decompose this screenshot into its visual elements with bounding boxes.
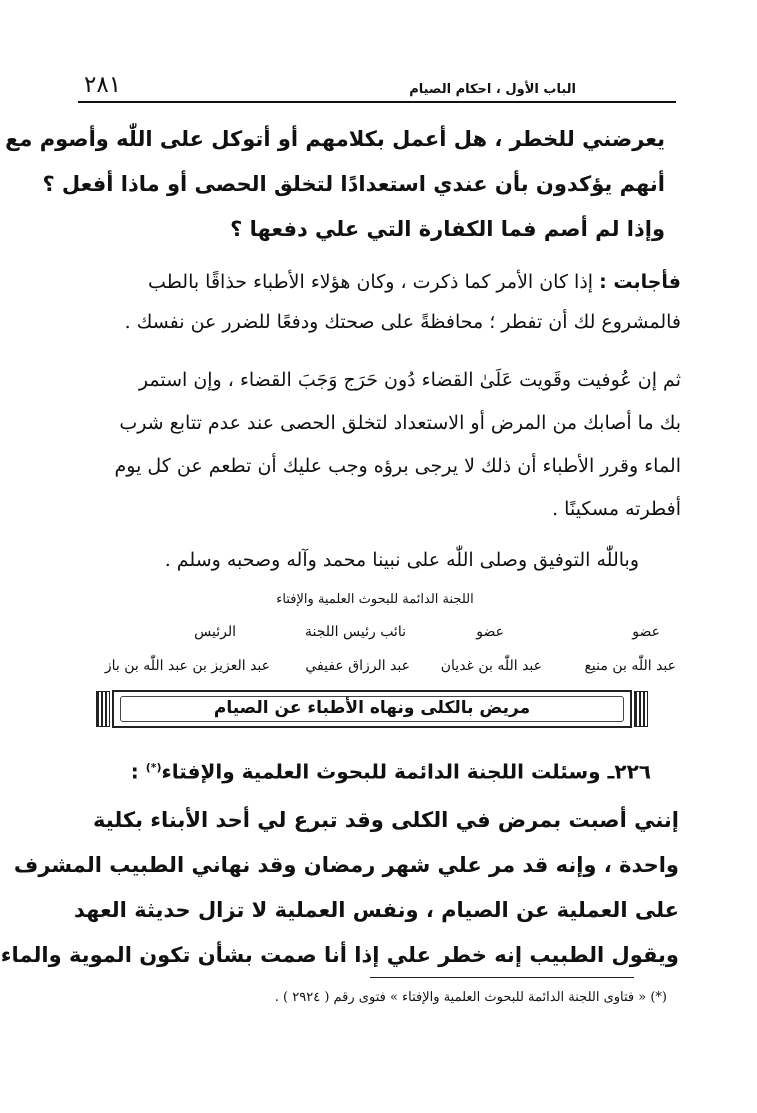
question-226-line: واحدة ، وإنه قد مر علي شهر رمضان وقد نهاني الطبيب المشرف: [13, 853, 679, 877]
question-226-line: على العملية عن الصيام ، ونفس العملية لا تزال حديثة العهد: [73, 898, 679, 922]
question-226-heading-text: ٢٢٦ـ وسئلت اللجنة الدائمة للبحوث العلمية والإفتاء: [161, 759, 651, 784]
role-member-2: عضو: [476, 624, 504, 640]
footnote-rule: [370, 977, 634, 978]
question-line: أنهم يؤكدون بأن عندي استعدادًا لتخلق الحصى أو ماذا أفعل ؟: [42, 172, 665, 196]
question-226-heading: [91, 750, 651, 786]
header-rule: [78, 101, 676, 103]
ruling-line: الماء وقرر الأطباء أن ذلك لا يرجى برؤه وجب عليك أن تطعم عن كل يوم: [114, 455, 681, 477]
heading-colon: :: [130, 759, 146, 784]
question-line: وإذا لم أصم فما الكفارة التي علي دفعها ؟: [230, 217, 665, 241]
ruling-line: أفطرته مسكينًا .: [552, 498, 681, 520]
question-226-heading-line: [91, 750, 651, 786]
answer-line: [71, 262, 681, 302]
ruling-line: بك ما أصابك من المرض أو الاستعداد لتخلق الحصى عند عدم تتابع شرب: [119, 412, 681, 434]
closing-text: وباللّٰه التوفيق وصلى اللّٰه على نبينا محمد وآله وصحبه وسلم .: [164, 549, 639, 571]
running-header: [78, 68, 676, 98]
closing-line: [79, 540, 639, 580]
name-vice-chair: عبد الرزاق عفيفي: [305, 658, 410, 674]
running-header-title: الباب الأول ، احكام الصيام: [409, 82, 576, 97]
question-226-line: ويقول الطبيب إنه خطر علي إذا أنا صمت بشأن تكون الموية والماء: [0, 943, 679, 967]
question-226-line: إنني أصبت بمرض في الكلى وقد تبرع لي أحد الأبناء بكلية: [93, 808, 679, 832]
answer-paragraph: [71, 262, 681, 342]
committee-title: اللجنة الدائمة للبحوث العلمية والإفتاء: [276, 592, 474, 607]
ruling-paragraph: [71, 359, 681, 531]
answer-line: فالمشروع لك أن تفطر ؛ محافظةً على صحتك ودفعًا للضرر عن نفسك .: [124, 311, 681, 333]
signature-names: [74, 658, 676, 684]
answer-line-text: إذا كان الأمر كما ذكرت ، وكان هؤلاء الأطباء حذاقًا بالطب: [148, 271, 600, 293]
signature-roles: [74, 624, 664, 650]
name-chair: عبد العزيز بن عبد اللّٰه بن باز: [104, 658, 270, 674]
page-number: ٢٨١: [84, 72, 122, 98]
section-title: مريض بالكلى ونهاه الأطباء عن الصيام: [213, 698, 531, 718]
role-member-1: عضو: [632, 624, 660, 640]
banner-ornament-left: [96, 691, 110, 727]
name-member-1: عبد اللّٰه بن منيع: [584, 658, 676, 674]
footnote-mark: (*): [145, 761, 162, 774]
question-226-body: [0, 798, 679, 978]
question-continuation: [5, 117, 665, 252]
banner-ornament-right: [634, 691, 648, 727]
footnote: (*) « فتاوى اللجنة الدائمة للبحوث العلمية والإفتاء » فتوى رقم ( ٢٩٢٤ ) .: [274, 990, 667, 1005]
section-banner: [112, 690, 632, 728]
answer-lead: فأجابت :: [599, 271, 681, 293]
role-vice-chair: نائب رئيس اللجنة: [305, 624, 406, 640]
ruling-line: ثم إن عُوفيت وقَويت عَلَىٰ القضاء دُون حَرَج وَجَبَ القضاء ، وإن استمر: [138, 369, 681, 391]
role-chair: الرئيس: [194, 624, 236, 640]
name-member-2: عبد اللّٰه بن غديان: [440, 658, 542, 674]
question-line: يعرضني للخطر ، هل أعمل بكلامهم أو أتوكل على اللّٰه وأصوم مع: [5, 127, 665, 151]
